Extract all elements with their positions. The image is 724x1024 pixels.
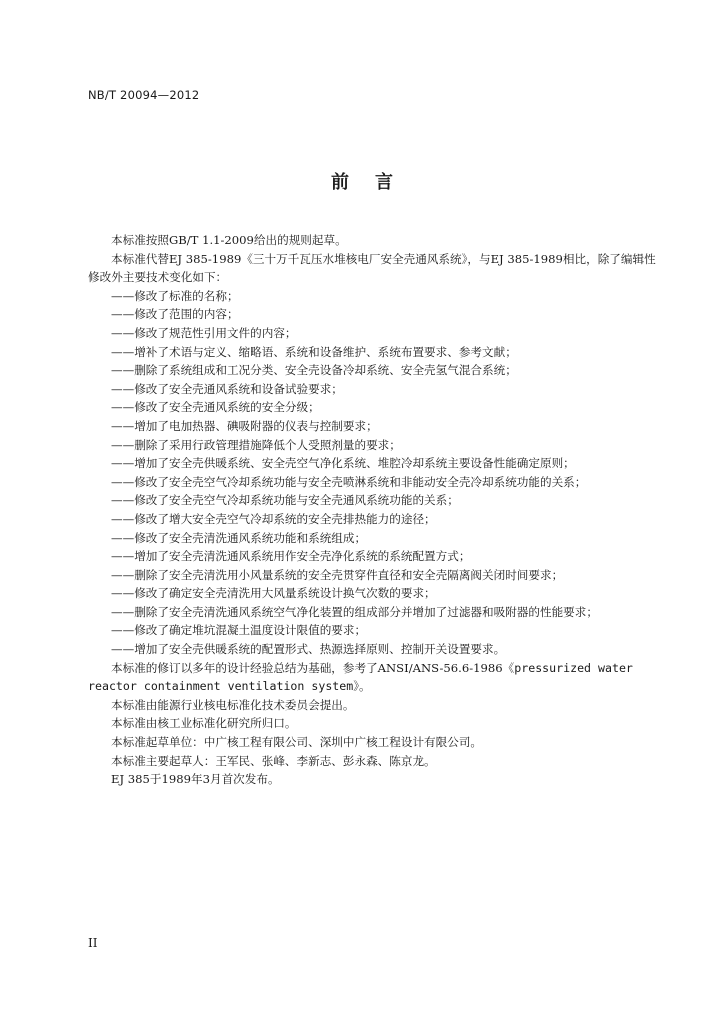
list-item: ——增加了安全壳清洗通风系统用作安全壳净化系统的系统配置方式； — [111, 549, 471, 564]
list-item: ——删除了系统组成和工况分类、安全壳设备冷却系统、安全壳氢气混合系统； — [111, 363, 517, 378]
paragraph-drafting-rules: 本标准按照GB/T 1.1-2009给出的规则起草。 — [111, 233, 347, 247]
list-item: ——修改了安全壳空气冷却系统功能与安全壳通风系统功能的关系； — [111, 493, 459, 508]
page-number: II — [88, 936, 98, 950]
list-item: ——修改了安全壳空气冷却系统功能与安全壳喷淋系统和非能动安全壳冷却系统功能的关系； — [111, 474, 587, 489]
paragraph-proposer: 本标准由能源行业核电标准化技术委员会提出。 — [111, 697, 355, 712]
list-item: ——修改了安全壳清洗通风系统功能和系统组成； — [111, 530, 367, 545]
foreword-body — [88, 231, 656, 789]
paragraph-drafters: 本标准主要起草人：王军民、张峰、李新志、彭永森、陈京龙。 — [111, 753, 436, 768]
list-item: ——修改了标准的名称； — [111, 288, 239, 303]
changes-list — [88, 287, 656, 659]
page-title: 前言 — [331, 172, 419, 193]
reference-tail: 》。 — [353, 679, 371, 694]
paragraph-replaces: 本标准代替EJ 385-1989《三十万千瓦压水堆核电厂安全壳通风系统》，与EJ 385-1989相比，除了编辑性修改外主要技术变化如下： — [88, 251, 656, 285]
reference-title-en-1: pressurized water — [514, 660, 633, 675]
list-item: ——修改了确定堆坑混凝土温度设计限值的要求； — [111, 623, 367, 638]
list-item: ——删除了安全壳清洗通风系统空气净化装置的组成部分并增加了过滤器和吸附器的性能要求； — [111, 604, 598, 619]
list-item: ——修改了规范性引用文件的内容； — [111, 325, 297, 340]
paragraph-drafting-units: 本标准起草单位：中广核工程有限公司、深圳中广核工程设计有限公司。 — [111, 735, 483, 750]
list-item: ——删除了采用行政管理措施降低个人受照剂量的要求； — [111, 437, 401, 452]
list-item: ——修改了确定安全壳清洗用大风量系统设计换气次数的要求； — [111, 586, 436, 601]
standard-number: NB/T 20094—2012 — [88, 88, 200, 102]
paragraph-reference — [88, 659, 656, 696]
paragraph-centralized: 本标准由核工业标准化研究所归口。 — [111, 716, 297, 731]
list-item: ——修改了安全壳通风系统和设备试验要求； — [111, 381, 343, 396]
list-item: ——修改了增大安全壳空气冷却系统的安全壳排热能力的途径； — [111, 511, 436, 526]
list-item: ——修改了范围的内容； — [111, 307, 239, 322]
list-item: ——增加了安全壳供暖系统、安全壳空气净化系统、堆腔冷却系统主要设备性能确定原则； — [111, 456, 575, 471]
list-item: ——修改了安全壳通风系统的安全分级； — [111, 400, 320, 415]
list-item: ——增加了安全壳供暖系统的配置形式、热源选择原则、控制开关设置要求。 — [111, 642, 506, 657]
list-item: ——删除了安全壳清洗用小风量系统的安全壳贯穿件直径和安全壳隔离阀关闭时间要求； — [111, 567, 564, 582]
list-item: ——增加了电加热器、碘吸附器的仪表与控制要求； — [111, 418, 378, 433]
reference-title-en-2: reactor containment ventilation system — [88, 679, 354, 694]
list-item: ——增补了术语与定义、缩略语、系统和设备维护、系统布置要求、参考文献； — [111, 344, 517, 359]
paragraph-first-issue: EJ 385于1989年3月首次发布。 — [111, 772, 280, 787]
reference-lead: 本标准的修订以多年的设计经验总结为基础，参考了ANSI/ANS-56.6-1986《 — [111, 660, 515, 675]
